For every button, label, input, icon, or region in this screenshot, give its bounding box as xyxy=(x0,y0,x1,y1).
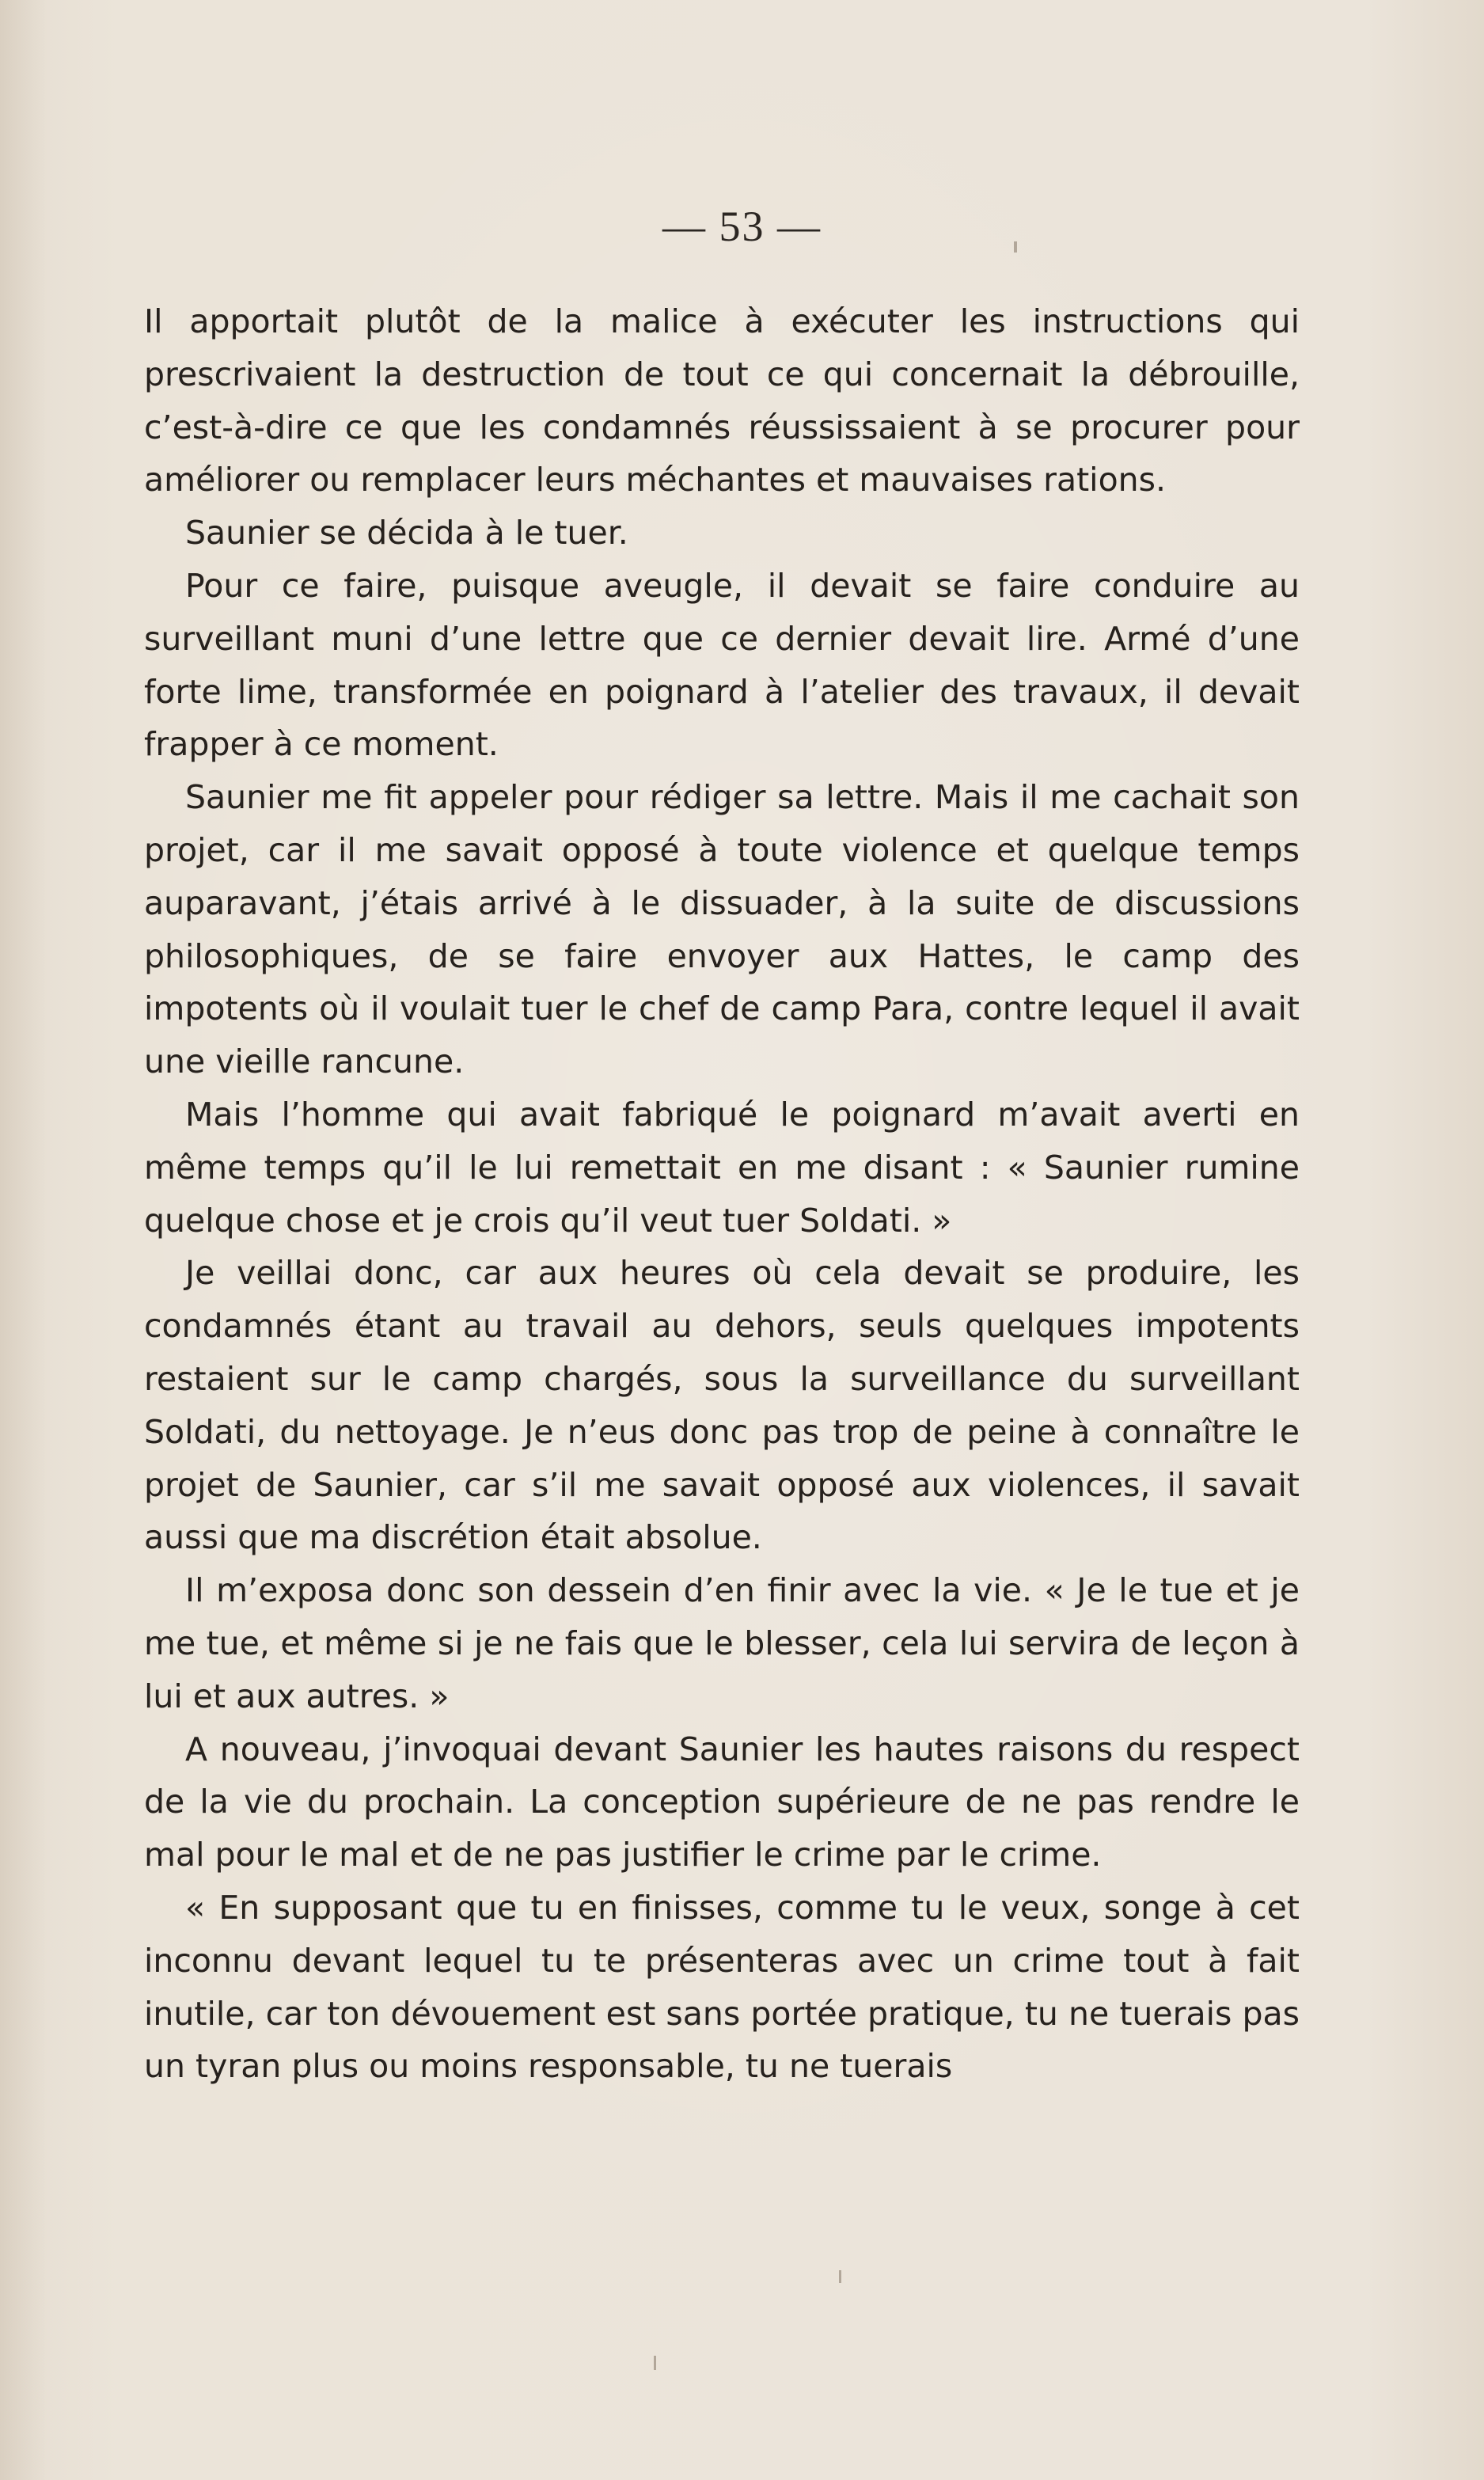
paragraph-7: Il m’exposa donc son dessein d’en finir avec la vie. « Je le tue et je me tue, et même si je ne fais que le blesser, cela lui servira de leçon à lui et aux autres. » xyxy=(144,1571,1300,1715)
paragraph-5: Mais l’homme qui avait fabriqué le poignard m’avait averti en même temps qu’il le lui remettait en me disant : « Saunier rumine quelque chose et je crois qu’il veut tuer Soldati. » xyxy=(144,1095,1300,1240)
paper-speck xyxy=(839,2270,841,2283)
page-gutter-shadow xyxy=(0,0,47,2480)
paragraph-1: Il apportait plutôt de la malice à exécuter les instructions qui prescrivaient la destruction de tout ce qui concernait la débrouille, c’est-à-dire ce que les condamnés réussissaient à se procurer pour améliorer ou remplacer leurs méchantes et mauvaises rations. xyxy=(144,302,1300,499)
paragraph-3: Pour ce faire, puisque aveugle, il devait se faire conduire au surveillant muni d’une lettre que ce dernier devait lire. Armé d’une forte lime, transformée en poignard à l’atelier des travaux, il devait frapper à ce moment. xyxy=(144,566,1300,764)
paragraph-6: Je veillai donc, car aux heures où cela devait se produire, les condamnés étant au travail au dehors, seuls quelques impotents restaient sur le camp chargés, sous la surveillance du surveillant Soldati, du nettoyage. Je n’eus donc pas trop de peine à connaître le projet de Saunier, car s’il me savait opposé aux violences, il savait aussi que ma discrétion était absolue. xyxy=(144,1254,1300,1557)
page-number: — 53 — xyxy=(662,203,822,250)
paragraph-8: A nouveau, j’invoquai devant Saunier les hautes raisons du respect de la vie du prochain. La conception supérieure de ne pas rendre le mal pour le mal et de ne pas justifier le crime par le crime. xyxy=(144,1730,1300,1874)
paragraph-4: Saunier me fit appeler pour rédiger sa lettre. Mais il me cachait son projet, car il me savait opposé à toute violence et quelque temps auparavant, j’étais arrivé à le dissuader, à la suite de discussions philosophiques, de se faire envoyer aux Hattes, le camp des impotents où il voulait tuer le chef de camp Para, contre lequel il avait une vieille rancune. xyxy=(144,778,1300,1081)
paragraph-9: « En supposant que tu en finisses, comme tu le veux, songe à cet inconnu devant lequel tu te présenteras avec un crime tout à fait inutile, car ton dévouement est sans portée pratique, tu ne tuerais pas un tyran plus ou moins responsable, tu ne tuerais xyxy=(144,1888,1300,2086)
paragraph-2: Saunier se décida à le tuer. xyxy=(185,514,628,553)
paper-speck xyxy=(1014,241,1017,253)
body-text xyxy=(144,295,1300,2093)
paper-speck xyxy=(654,2356,656,2370)
